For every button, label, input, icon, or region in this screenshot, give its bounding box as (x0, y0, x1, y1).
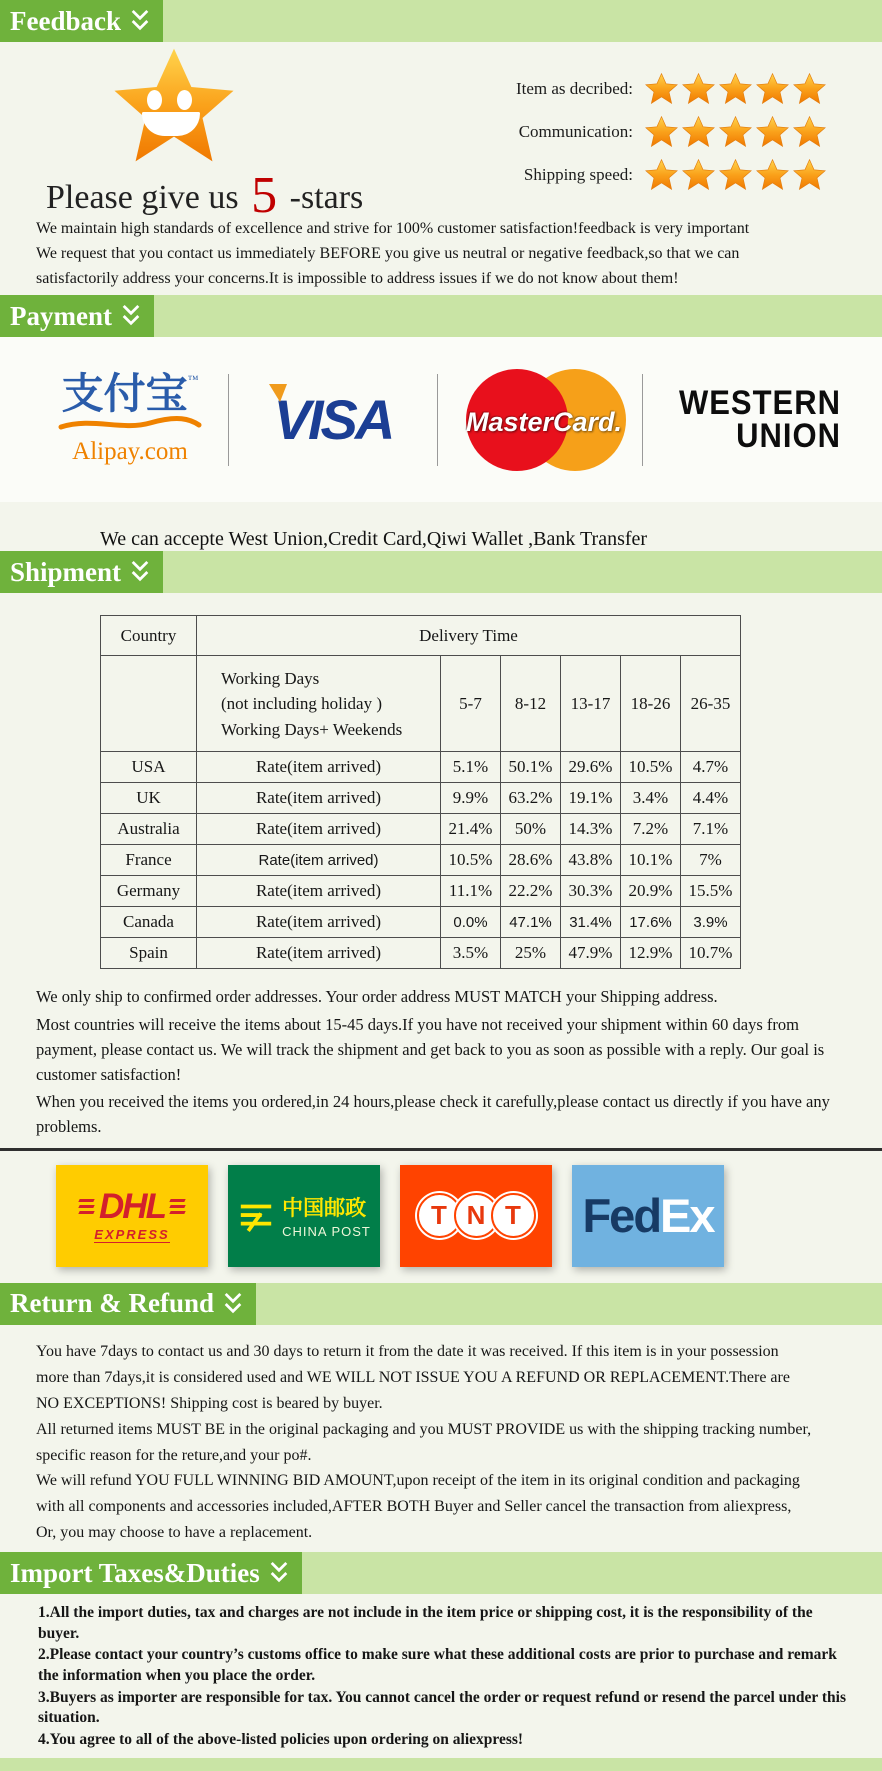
rate-label-cell: Rate(item arrived) (197, 752, 441, 783)
table-subheader-row (101, 656, 741, 752)
rate-value-cell: 3.9% (681, 907, 741, 938)
paragraph: We only ship to confirmed order addresses. Your order address MUST MATCH your Shipping address. (36, 987, 718, 1007)
paragraph-line: with all components and accessories included,AFTER BOTH Buyer and Seller cancel the transaction from aliexpress, (36, 1498, 792, 1516)
section-header-shipment[interactable] (0, 551, 163, 593)
fedex-logo (572, 1165, 724, 1267)
rate-value-cell: 28.6% (501, 845, 561, 876)
dhl-stripes-icon (170, 1199, 185, 1214)
list-number: 1. (38, 1604, 50, 1622)
shipment-paragraphs (36, 985, 854, 1140)
section-header-return-refund[interactable] (0, 1283, 256, 1325)
working-days-line: (not including holiday ) (221, 694, 383, 714)
rating-label: Shipping speed: (523, 164, 633, 184)
carrier-logos (56, 1165, 882, 1267)
taxes-header-bar (0, 1552, 882, 1594)
rate-value-cell: 9.9% (441, 783, 501, 814)
paragraph-line: specific reason for the reture,and your po#. (36, 1446, 312, 1464)
smiley-eye-icon (147, 90, 162, 110)
day-range-cell: 13-17 (561, 656, 621, 752)
china-post-chinese-text: 中国邮政 (282, 1196, 367, 1221)
smiley-eye-icon (177, 90, 192, 110)
alipay-logo (46, 371, 214, 466)
rate-value-cell: 10.7% (681, 938, 741, 969)
table-row (101, 814, 741, 845)
working-days-line: Working Days+ Weekends (221, 719, 403, 739)
china-post-emblem-icon (237, 1197, 275, 1235)
western-union-line2: UNION (736, 415, 841, 455)
rate-value-cell: 4.4% (681, 783, 741, 814)
star-rating (645, 116, 826, 147)
rate-value-cell: 3.5% (441, 938, 501, 969)
country-cell: Canada (101, 907, 197, 938)
rate-label-cell: Rate(item arrived) (197, 938, 441, 969)
delivery-table (100, 615, 741, 969)
rating-row (400, 158, 826, 191)
china-post-logo (228, 1165, 380, 1267)
star-icon (682, 159, 715, 190)
star-rating (645, 159, 826, 190)
payment-header-label: Payment (10, 300, 112, 331)
divider (228, 374, 229, 466)
delivery-time-header: Delivery Time (197, 616, 741, 656)
paragraph: Most countries will receive the items about 15-45 days.If you have not received your shipment within 60 days from payment, please contact us. We will track the shipment and get back to you as soon as possible with a reply. Our goal is customer satisfaction! (36, 1015, 825, 1084)
western-union-logo (679, 383, 841, 455)
return-header-bar (0, 1283, 882, 1325)
star-icon (719, 159, 752, 190)
alipay-chinese-text: 支付宝 (61, 371, 188, 418)
list-item: 1.All the import duties, tax and charges are not include in the item price or shipping cost, it is the responsibility of the buyer. (38, 1604, 813, 1642)
star-icon (756, 73, 789, 104)
table-row (101, 938, 741, 969)
western-union-line1: WESTERN (679, 383, 841, 423)
table-header-row (101, 616, 741, 656)
return-paragraph (36, 1339, 864, 1546)
rate-value-cell: 14.3% (561, 814, 621, 845)
day-range-cell: 8-12 (501, 656, 561, 752)
tnt-circles (421, 1193, 532, 1238)
table-row (101, 752, 741, 783)
paragraph-line: We maintain high standards of excellence and strive for 100% customer satisfaction!feedback is very important (36, 220, 750, 237)
rate-label-cell: Rate(item arrived) (197, 876, 441, 907)
double-chevron-down-icon (268, 1559, 290, 1587)
rate-value-cell: 10.5% (441, 845, 501, 876)
visa-wedge-icon (269, 384, 287, 402)
rate-value-cell: 47.1% (501, 907, 561, 938)
china-post-text-block (282, 1192, 371, 1239)
rate-value-cell: 63.2% (501, 783, 561, 814)
star-icon (793, 159, 826, 190)
fedex-wordmark (582, 1189, 714, 1243)
list-number: 2. (38, 1646, 50, 1664)
paragraph-line: All returned items MUST BE in the original packaging and you MUST PROVIDE us with the shipping tracking number, (36, 1420, 812, 1438)
rate-label-cell: Rate(item arrived) (197, 814, 441, 845)
star-icon (793, 73, 826, 104)
section-header-import-taxes[interactable] (0, 1552, 302, 1594)
rate-value-cell: 22.2% (501, 876, 561, 907)
paragraph-line: Or, you may choose to have a replacement. (36, 1524, 313, 1542)
star-icon (719, 73, 752, 104)
alipay-swoosh-icon (58, 416, 202, 432)
list-item: 4.You agree to all of the above-listed policies upon ordering on aliexpress! (38, 1730, 524, 1748)
dhl-wordmark: DHL (99, 1186, 165, 1226)
feedback-hero-left (0, 42, 400, 224)
star-icon (719, 116, 752, 147)
visa-wordmark: VISA (273, 387, 393, 451)
working-days-line: Working Days (221, 668, 320, 688)
caption-prefix: Please give us (46, 179, 239, 216)
rate-value-cell: 4.7% (681, 752, 741, 783)
rate-value-cell: 10.1% (621, 845, 681, 876)
rate-value-cell: 17.6% (621, 907, 681, 938)
country-cell: USA (101, 752, 197, 783)
double-chevron-down-icon (129, 558, 151, 586)
feedback-header-label: Feedback (10, 5, 121, 36)
country-cell: Germany (101, 876, 197, 907)
rate-label-cell: Rate(item arrived) (197, 845, 441, 876)
tnt-letter-circle: T (417, 1193, 462, 1238)
smiley-star-graphic (112, 46, 236, 164)
list-number: 4. (38, 1730, 50, 1748)
rate-value-cell: 31.4% (561, 907, 621, 938)
dhl-express-text: EXPRESS (94, 1226, 170, 1242)
paragraph-line: more than 7days,it is considered used and WE WILL NOT ISSUE YOU A REFUND OR REPLACEMENT.There are (36, 1368, 790, 1386)
mastercard-logo (452, 359, 628, 481)
paragraph: When you received the items you ordered,in 24 hours,please check it carefully,please contact us directly if you have any problems. (36, 1092, 830, 1137)
day-range-cell: 26-35 (681, 656, 741, 752)
table-row (101, 876, 741, 907)
rate-value-cell: 7.2% (621, 814, 681, 845)
list-item: 3.Buyers as importer are responsible for tax. You cannot cancel the order or request refund or resend the parcel under this situation. (38, 1688, 846, 1727)
country-header: Country (101, 616, 197, 656)
payment-header-bar (0, 295, 882, 337)
star-icon (756, 116, 789, 147)
tnt-logo (400, 1165, 552, 1267)
feedback-paragraph (36, 217, 882, 291)
visa-logo (243, 387, 423, 451)
empty-cell (101, 656, 197, 752)
rate-value-cell: 50.1% (501, 752, 561, 783)
china-post-row (237, 1192, 371, 1239)
alipay-url-text: Alipay.com (72, 437, 188, 465)
tnt-letter-circle: N (454, 1193, 499, 1238)
divider (437, 374, 438, 466)
rate-value-cell: 12.9% (621, 938, 681, 969)
horizontal-divider (0, 1148, 882, 1151)
rate-value-cell: 19.1% (561, 783, 621, 814)
bottom-green-strip (0, 1758, 882, 1771)
rating-row (400, 115, 826, 148)
double-chevron-down-icon (129, 7, 151, 35)
star-rating (645, 73, 826, 104)
day-range-cell: 18-26 (621, 656, 681, 752)
feedback-hero (0, 42, 882, 224)
rating-label: Communication: (518, 121, 633, 141)
table-row (101, 783, 741, 814)
return-header-label: Return & Refund (10, 1288, 215, 1319)
rate-value-cell: 43.8% (561, 845, 621, 876)
feedback-ratings (400, 42, 882, 207)
country-cell: Australia (101, 814, 197, 845)
day-range-cell: 5-7 (441, 656, 501, 752)
country-cell: UK (101, 783, 197, 814)
paragraph-line: You have 7days to contact us and 30 days to return it from the date it was received. If this item is in your possession (36, 1342, 779, 1360)
rate-value-cell: 11.1% (441, 876, 501, 907)
working-days-cell (197, 656, 441, 752)
rate-value-cell: 21.4% (441, 814, 501, 845)
star-icon (112, 46, 236, 164)
alipay-wordmark (46, 371, 214, 418)
rating-label: Item as decribed: (515, 78, 633, 98)
section-header-payment[interactable] (0, 295, 154, 337)
rating-row (400, 72, 826, 105)
paragraph-line: We request that you contact us immediately BEFORE you give us neutral or negative feedback,so that we can (36, 244, 740, 262)
double-chevron-down-icon (222, 1290, 244, 1318)
dhl-logo (56, 1165, 208, 1267)
star-icon (756, 159, 789, 190)
taxes-list (38, 1603, 853, 1750)
paragraph-line: satisfactorily address your concerns.It is impossible to address issues if we do not know about them! (36, 269, 679, 287)
table-row (101, 907, 741, 938)
rate-value-cell: 3.4% (621, 783, 681, 814)
rate-label-cell: Rate(item arrived) (197, 907, 441, 938)
trademark-symbol: ™ (187, 373, 199, 386)
table-row (101, 845, 741, 876)
list-item: 2.Please contact your country’s customs office to make sure what these additional costs are prior to purchase and remark the information when you place the order. (38, 1646, 837, 1684)
dhl-stripes-icon (79, 1199, 94, 1214)
accepted-payments-text: We can accepte West Union,Credit Card,Qiwi Wallet ,Bank Transfer (100, 528, 648, 551)
double-chevron-down-icon (120, 302, 142, 330)
star-icon (645, 116, 678, 147)
rate-value-cell: 25% (501, 938, 561, 969)
rate-value-cell: 29.6% (561, 752, 621, 783)
star-icon (682, 116, 715, 147)
rate-value-cell: 10.5% (621, 752, 681, 783)
rate-value-cell: 50% (501, 814, 561, 845)
rate-value-cell: 20.9% (621, 876, 681, 907)
payment-logos (0, 337, 882, 502)
paragraph-line: We will refund YOU FULL WINNING BID AMOUNT,upon receipt of the item in its original condition and packaging (36, 1472, 800, 1490)
rate-value-cell: 7.1% (681, 814, 741, 845)
caption-number: 5 (251, 167, 278, 224)
rate-value-cell: 7% (681, 845, 741, 876)
shipment-header-label: Shipment (10, 556, 122, 587)
shipment-header-bar (0, 551, 882, 593)
rate-value-cell: 5.1% (441, 752, 501, 783)
country-cell: Spain (101, 938, 197, 969)
rate-label-cell: Rate(item arrived) (197, 783, 441, 814)
tnt-letter-circle: T (491, 1193, 536, 1238)
caption-suffix: -stars (289, 179, 364, 216)
divider (642, 374, 643, 466)
star-icon (645, 73, 678, 104)
rate-value-cell: 30.3% (561, 876, 621, 907)
taxes-header-label: Import Taxes&Duties (10, 1557, 260, 1588)
country-cell: France (101, 845, 197, 876)
dhl-wordmark-row (79, 1186, 185, 1226)
list-number: 3. (38, 1688, 50, 1706)
rate-value-cell: 47.9% (561, 938, 621, 969)
rate-value-cell: 0.0% (441, 907, 501, 938)
paragraph-line: NO EXCEPTIONS! Shipping cost is beared by buyer. (36, 1394, 383, 1412)
fedex-fed-text: Fed (582, 1189, 661, 1243)
star-icon (645, 159, 678, 190)
fedex-ex-text: Ex (660, 1189, 714, 1243)
china-post-english-text: CHINA POST (282, 1224, 371, 1240)
rate-value-cell: 15.5% (681, 876, 741, 907)
mastercard-wordmark: MasterCard. (465, 406, 623, 437)
star-icon (793, 116, 826, 147)
star-icon (682, 73, 715, 104)
feedback-header-bar (0, 0, 882, 42)
section-header-feedback[interactable] (0, 0, 163, 42)
